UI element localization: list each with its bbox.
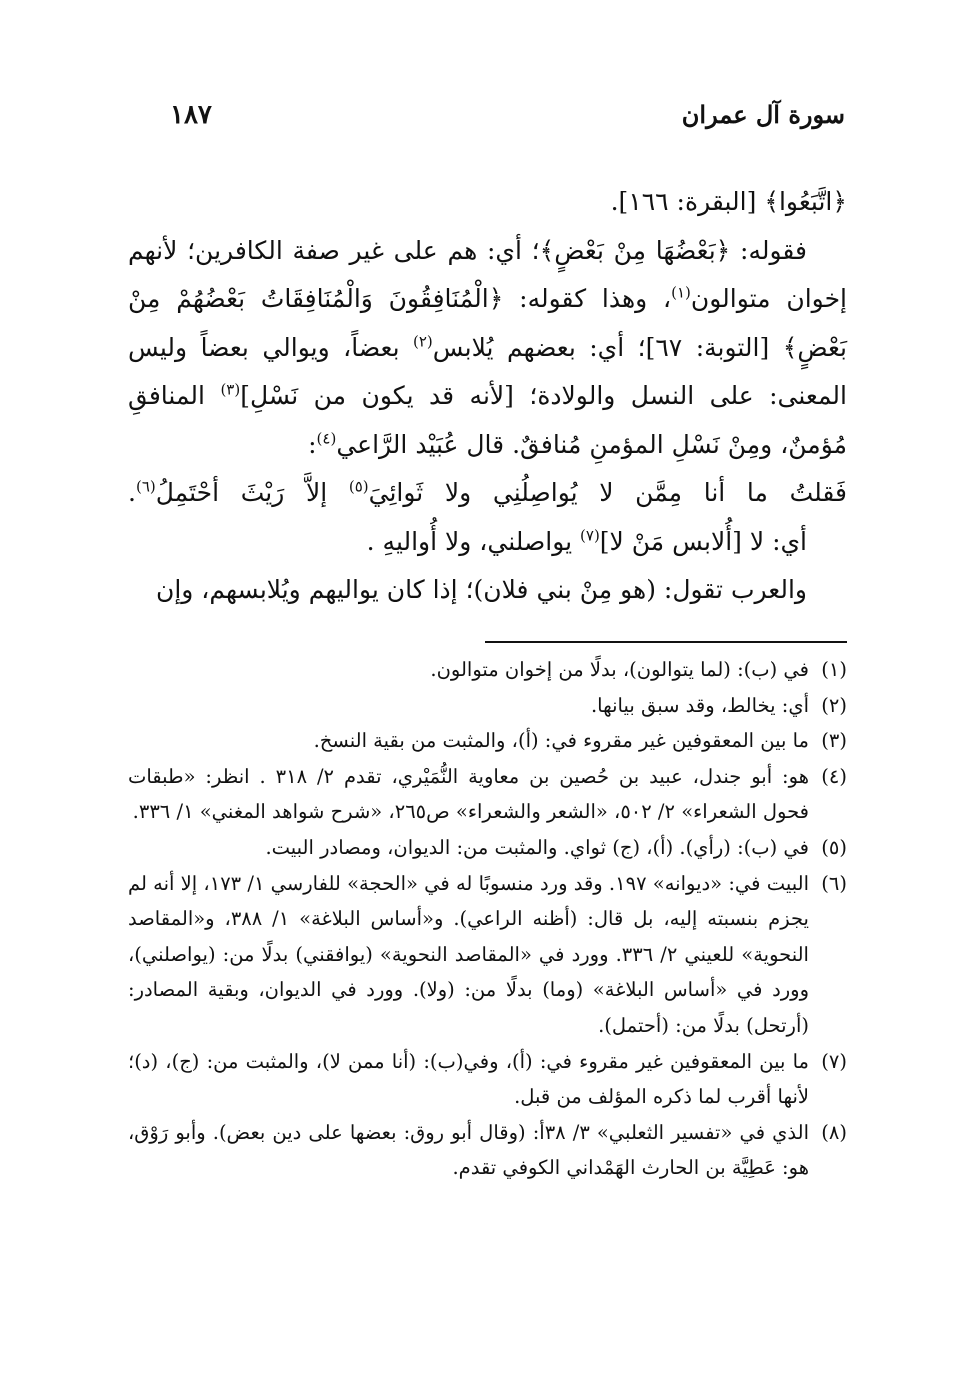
footnote-text: في (ب): (لما يتوالون)، بدلًا من إخوان متوالون. [430,658,809,681]
quran-continuation: ﴿اتَّبَعُوا﴾ [البقرة: ١٦٦]. [610,187,847,216]
main-paragraph [128,227,847,470]
page-header [130,100,845,150]
text-segment: ، وهذا كقوله: ﴿الْمُنَافِقُونَ وَالْمُنَافِقَاتُ بَعْضُهُمْ مِنْ بَعْضٍ﴾ [التوبة: ٦٧]؛ أي: بعضهم يُلابس [128,284,848,362]
footnote [128,652,847,688]
footnote-text: أي: يخالط، وقد سبق بيانها. [590,693,809,717]
main-paragraph: والعرب تقول: (هو مِنْ بني فلان)؛ إذا كان يواليهم ويُلابسهم، وإن [155,575,807,604]
footnote-text: هو: أبو جندل، عبيد بن حُصين بن معاوية النُّمَيْري، تقدم ٢/ ٣١٨ . انظر: «طبقات فحول الشعراء» ٢/ ٥٠٢، «الشعر والشعراء» ص٢٦٥، «شرح شواهد المغني» ١/ ٣٣٦. [128,764,809,824]
footnote-number: (٤) [821,764,847,788]
footnote-text: في (ب): (رأي). (أ)، (ج) ثواي. والمثبت من: الديوان، ومصادر البيت. [265,835,809,859]
footnote-ref[interactable]: (٤) [316,429,337,448]
text-segment: : [308,429,317,459]
footnote [128,1115,847,1186]
text-segment: . [128,478,136,507]
poetry-verse [128,469,847,518]
footnote-number: (٥) [821,835,847,859]
footnote-number: (٣) [821,729,847,753]
footnote-number: (٢) [821,693,847,717]
text-segment: فقوله: ﴿بَعْضُهَا مِنْ بَعْضٍ﴾؛ أي: هم على غير صفة الكافرين؛ لأنهم إخوان متوالون [128,235,847,313]
footnote [128,830,847,866]
footnote-ref[interactable]: (٥) [348,477,369,496]
running-title: سورة آل عمران [681,100,845,129]
footnote-ref[interactable]: (١) [671,283,691,302]
footnote-text: الذي في «تفسير الثعلبي» ٣/ ٣٨أ: (وقال أبو روق: بعضها على دين بعض). وأبو رَوْق، هو: عَطِيَّة بن الحارث الهَمْداني الكوفي تقدم. [128,1120,809,1180]
footnote-ref[interactable]: (٣) [220,380,241,399]
footnote-ref[interactable]: (٢) [413,332,433,351]
footnote-number: (٨) [821,1120,847,1144]
footnotes [128,652,847,1186]
footnote-number: (١) [821,658,847,681]
footnote [128,866,847,1044]
footnote-text: ما بين المعقوفين غير مقروء في: (أ)، وفي(ب): (أنا ممن لا)، والمثبت من: (ج)، (د)؛ لأنها أقرب لما ذكره المؤلف من قبل. [128,1049,809,1109]
text-segment: المنافقِ مُؤمنٌ، ومِنْ نَسْلِ المؤمنِ مُنافقٌ. قال عُبَيْد الرَّاعي [128,381,847,459]
footnote [128,688,847,724]
footnote [128,723,847,759]
text-segment: بعضاً، ويوالي بعضاً وليس المعنى: على النسل والولادة؛ [لأنه قد يكون من نَسْلِ] [128,332,847,410]
footnote [128,759,847,830]
main-text [128,178,847,615]
verse-hemistich: فَقلتُ ما أنا مِمَّن لا يُواصِلُنِي ولا ثَوائِيَ [368,478,847,507]
text-segment: أي: لا [أُلابس مَنْ لا] [599,526,807,556]
footnote-ref[interactable]: (٧) [580,526,600,545]
footnote-text: ما بين المعقوفين غير مقروء في: (أ)، والمثبت من بقية النسخ. [313,729,809,753]
footnote-number: (٦) [821,871,847,895]
footnote [128,1044,847,1115]
page-number: ١٨٧ [170,100,212,130]
footnote-separator [485,641,847,643]
verse-explanation [128,518,847,567]
footnote-ref[interactable]: (٦) [135,477,156,496]
footnote-number: (٧) [821,1049,847,1073]
text-segment: يواصلني، ولا أُواليهِ . [366,526,581,556]
footnote-text: البيت في: «ديوانه» ١٩٧. وقد ورد منسوبًا له في «الحجة» للفارسي ١/ ١٧٣، إلا أنه لم يجزم بنسبته إليه، بل قال: (أظنه الراعي). و«أساس البلاغة» ١/ ٣٨٨، و«المقاصد النحوية» للعيني ٢/ ٣٣٦. وورد في «المقاصد النحوية» (يوافقني) بدلًا من: (يواصلني)، وورد في «أساس البلاغة» (وما) بدلًا من: (ولا). وورد في الديوان، وبقية المصادر: (أرتحل) بدلًا من: (أحتمل). [128,871,809,1037]
verse-hemistich: إلاَّ رَيْثَ أحْتَمِلُ [155,478,349,507]
